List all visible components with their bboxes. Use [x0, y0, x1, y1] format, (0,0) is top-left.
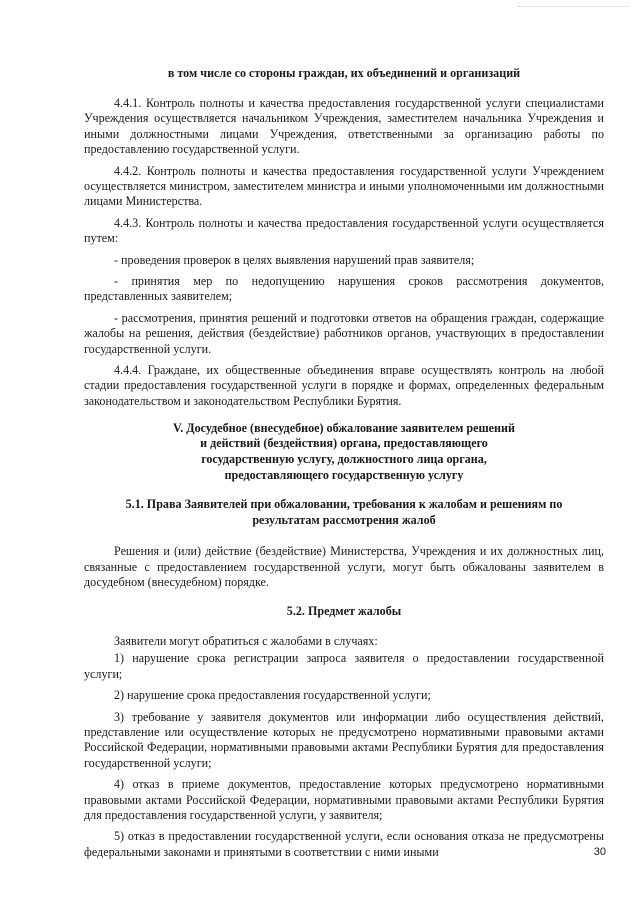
section-v-heading-line-3: государственную услугу, должностного лица органа,	[201, 452, 487, 467]
paragraph-5-2-item-3: 3) требование у заявителя документов или информации либо осуществления действий, представление или осуществление которых не предусмотрено нормативными правовыми актами Российской Федерации, нормативными правовыми актами Республики Бурятия для предоставления государственной услуги;	[84, 710, 604, 770]
heading-top: в том числе со стороны граждан, их объединений и организаций	[167, 66, 521, 80]
section-v-heading-line-4: предоставляющего государственную услугу	[224, 467, 464, 482]
paragraph-4-4-3-item-a: - проведения проверок в целях выявления нарушений прав заявителя;	[114, 252, 475, 267]
heading-5-1-line-2: результатам рассмотрения жалоб	[252, 512, 436, 527]
paragraph-5-2-intro: Заявители могут обратиться с жалобами в случаях:	[114, 634, 378, 649]
paragraph-4-4-3-item-b: - принятия мер по недопущению нарушения сроков рассмотрения документов, представленных заявителем;	[84, 274, 604, 304]
heading-5-2: 5.2. Предмет жалобы	[286, 604, 402, 619]
paragraph-5-2-item-2: 2) нарушение срока предоставления государственной услуги;	[114, 688, 431, 703]
paragraph-4-4-4: 4.4.4. Граждане, их общественные объединения вправе осуществлять контроль на любой стадии предоставления государственной услуги в порядке и формах, определенных федеральным законодательством и законодательством Республики Бурятия.	[84, 363, 604, 408]
section-v-heading	[84, 421, 604, 483]
paragraph-5-2-item-5: 5) отказ в предоставлении государственной услуги, если основания отказа не предусмотрены федеральными законами и принятыми в соответствии с ними иными	[84, 829, 604, 859]
heading-5-1	[84, 497, 604, 528]
paragraph-4-4-2: 4.4.2. Контроль полноты и качества предоставления государственной услуги Учреждением осуществляется министром, заместителем министра и иными уполномоченными им должностными лицами Министерства.	[84, 163, 604, 208]
paragraph-4-4-3: 4.4.3. Контроль полноты и качества предоставления государственной услуги осуществляется путем:	[84, 215, 604, 245]
heading-5-1-line-1: 5.1. Права Заявителей при обжаловании, требования к жалобам и решениям по	[125, 497, 563, 512]
section-v-heading-line-2: и действий (бездействия) органа, предоставляющего	[200, 436, 488, 451]
paragraph-5-2-item-4: 4) отказ в приеме документов, предоставление которых предусмотрено нормативными правовыми актами Российской Федерации, нормативными правовыми актами Республики Бурятия для предоставления государственной услуги, у заявителя;	[84, 777, 604, 822]
page-number: 30	[593, 846, 606, 858]
paragraph-5-2-item-1: 1) нарушение срока регистрации запроса заявителя о предоставлении государственной услуги;	[84, 651, 604, 681]
paragraph-4-4-3-item-c: - рассмотрения, принятия решений и подготовки ответов на обращения граждан, содержащие жалобы на решения, действия (бездействие) работников органов, участвующих в предоставлении государственной услуги.	[84, 311, 604, 356]
document-page	[84, 66, 604, 866]
scan-artifact	[518, 6, 628, 10]
paragraph-4-4-1: 4.4.1. Контроль полноты и качества предоставления государственной услуги специалистами Учреждения осуществляется начальником Учреждения, заместителем начальника Учреждения и иными должностными лицами Учреждения, ответственными за организацию работы по предоставлению государственной услуги.	[84, 96, 604, 156]
paragraph-5-1: Решения и (или) действие (бездействие) Министерства, Учреждения и их должностных лиц, связанные с предоставлением государственной услуги, могут быть обжалованы заявителем в досудебном (внесудебном) порядке.	[84, 544, 604, 589]
section-v-heading-line-1: V. Досудебное (внесудебное) обжалование заявителем решений	[173, 420, 515, 435]
